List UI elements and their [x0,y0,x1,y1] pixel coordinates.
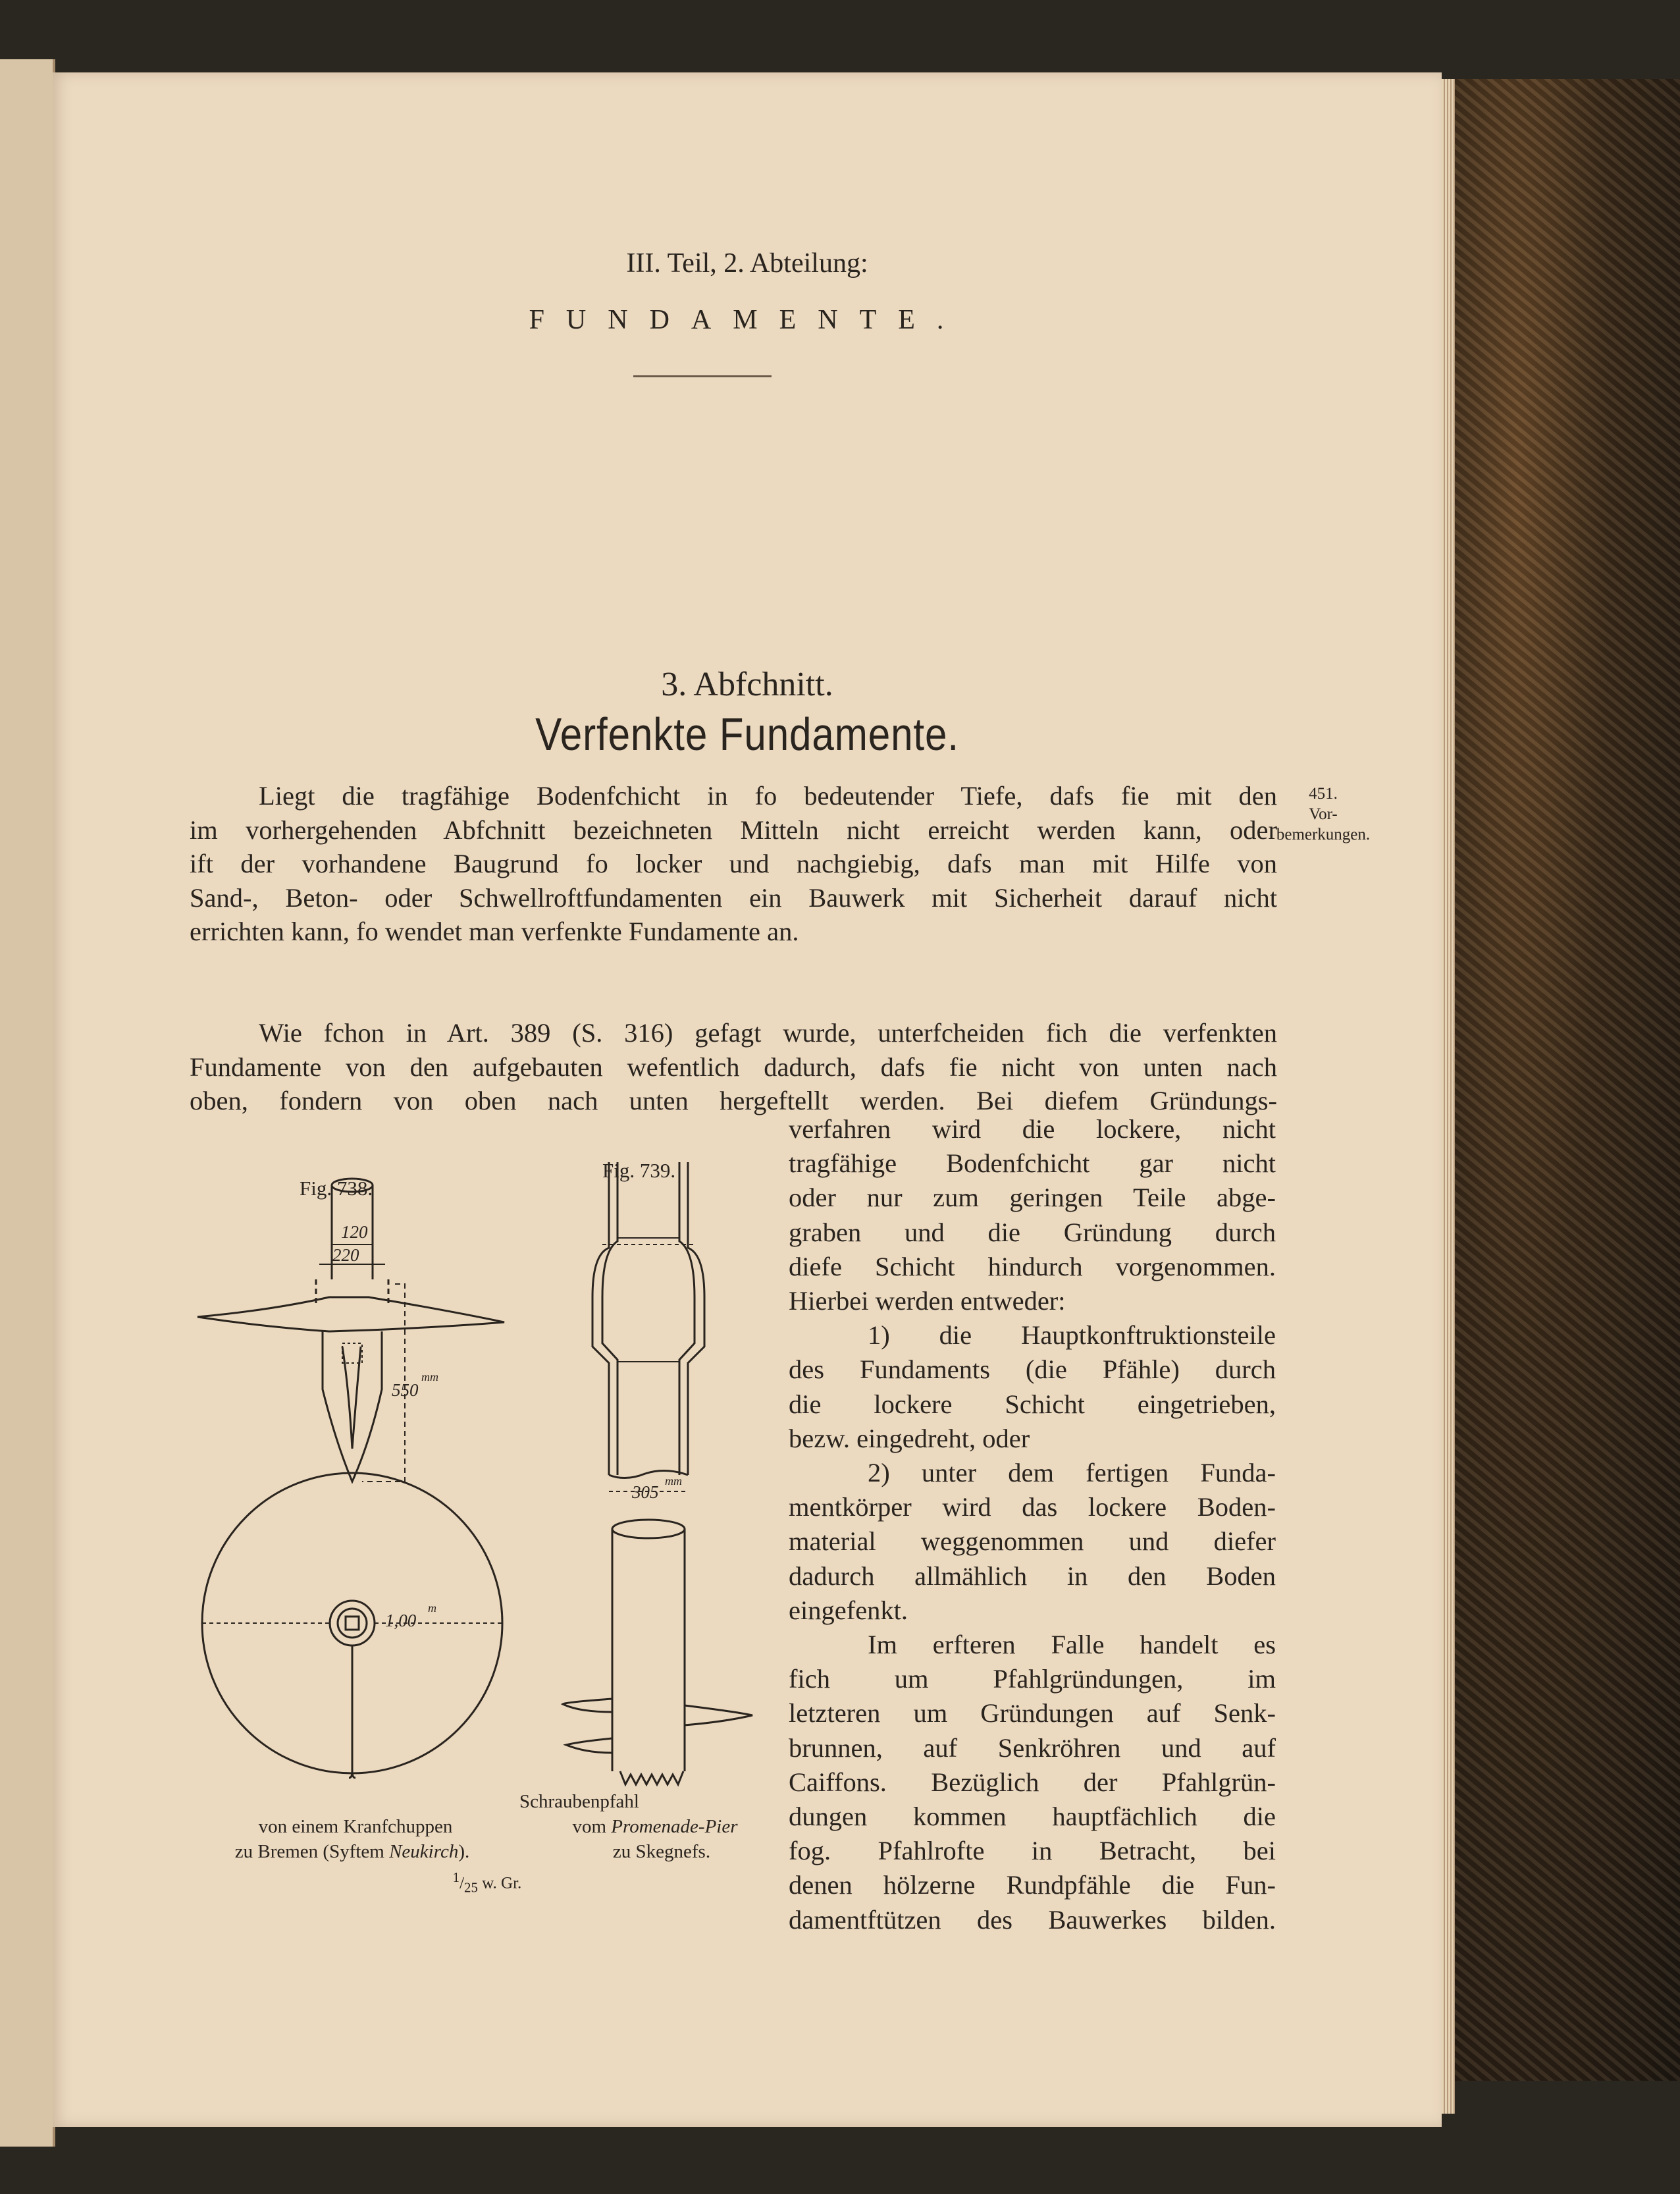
pile-tip-teeth [620,1771,683,1784]
point-detail [342,1347,361,1449]
book-page [53,72,1442,2127]
blade-left-2 [566,1738,612,1753]
section-number: 3. Abfchnitt. [661,666,833,703]
margin-note-label-1: Vor- [1309,805,1338,823]
pile-point [323,1331,382,1482]
text-line: dungen kommen hauptfächlich die [789,1802,1276,1832]
blade-right [685,1705,752,1725]
fig-739-pile-section [592,1162,704,1491]
text-line: graben und die Gründung durch [789,1217,1276,1247]
caption-738-end: ). [458,1841,470,1862]
tube-left-outer [592,1162,609,1475]
text-line: im vorhergehenden Abfchnitt bezeichneten Mitteln nicht erreicht werden kann, oder [190,815,1277,845]
hub-square [346,1617,359,1630]
scale-note: $^1/_{25}$ w. Gr. [452,1869,522,1896]
text-line: oder nur zum geringen Teile abge- [789,1183,1276,1213]
text-line: letzteren um Gründungen auf Senk- [789,1698,1276,1728]
pile-body [612,1529,685,1771]
screw-blade [197,1297,504,1331]
text-line: Fundamente von den aufgebauten wefentlich dadurch, dafs fie nicht von unten nach [190,1052,1277,1082]
hub-outer [330,1601,375,1646]
margin-note-number: 451. [1309,785,1338,803]
dim-305: 305 [632,1482,659,1502]
tube-joint [617,1238,679,1362]
caption-common: Schraubenpfahl [519,1791,639,1812]
caption-739-line2: zu Skegnefs. [612,1841,711,1862]
dim-100-unit: m [428,1601,436,1615]
caption-738-line1: von einem Kranfchuppen [258,1816,453,1837]
left-page-edge [0,59,55,2147]
text-line: die lockere Schicht eingetrieben, [789,1389,1276,1419]
text-line: 1) die Hauptkonftruktionsteile [868,1320,1276,1351]
text-line: tragfähige Bodenfchicht gar nicht [789,1148,1276,1179]
text-line: damentftützen des Bauwerkes bilden. [789,1904,1276,1935]
running-header-part: III. Teil, 2. Abteilung: [626,248,868,279]
text-line: oben, fondern von oben nach unten hergeftellt werden. Bei diefem Gründungs- [190,1086,1277,1115]
fig-738-label: Fig. 738. [300,1177,373,1200]
text-line: material weggenommen und diefer [789,1526,1276,1557]
dim-550: 550 [392,1380,419,1400]
text-line: mentkörper wird das lockere Boden- [789,1492,1276,1522]
text-line: fich um Pfahlgründungen, im [789,1664,1276,1694]
pile-top [332,1179,373,1192]
section-title: Verfenkte Fundamente. [535,709,959,760]
dim-550-unit: mm [421,1370,438,1383]
text-line: des Fundaments (die Pfähle) durch [789,1354,1276,1385]
text-line: brunnen, auf Senkröhren und auf [789,1732,1276,1763]
book-cover-edge [1448,79,1680,2081]
pile-top-ellipse [612,1520,685,1538]
blade-left-1 [563,1699,612,1712]
text-line: denen hölzerne Rundpfähle die Fun- [789,1870,1276,1900]
scale-den: 25 [464,1879,478,1896]
text-line: Sand-, Beton- oder Schwellroftfundamenten ein Bauwerk mit Sicherheit darauf nicht [190,882,1277,913]
dim-120: 120 [341,1222,368,1242]
text-line: Caiffons. Bezüglich der Pfahlgrün- [789,1767,1276,1797]
dim-100: 1,00 [385,1611,417,1630]
text-line: errichten kann, fo wendet man verfenkte Fundamente an. [190,917,799,946]
text-line: 2) unter dem fertigen Funda- [868,1458,1276,1488]
disc-slit [349,1646,355,1778]
text-line: Hierbei werden entweder: [789,1286,1066,1316]
text-line: bezw. eingedreht, oder [789,1423,1030,1453]
text-line: Wie fchon in Art. 389 (S. 316) gefagt wurde, unterfcheiden fich die verfenkten [259,1018,1277,1048]
text-line: diefe Schicht hindurch vorgenommen. [789,1251,1276,1281]
dim-220: 220 [332,1245,359,1265]
tube-right-outer [688,1162,704,1475]
flange-dash [316,1279,388,1304]
fig-738-plan-view [202,1473,502,1778]
scale-rest: w. Gr. [477,1874,522,1892]
text-line: verfahren wird die lockere, nicht [789,1114,1276,1144]
text-line: fog. Pfahlrofte in Betracht, bei [789,1836,1276,1866]
text-line: Im erfteren Falle handelt es [868,1630,1276,1660]
caption-738-text: zu Bremen (Syftem [234,1841,390,1862]
fig-739-label: Fig. 739. [602,1159,676,1182]
fig-739-pile-elevation [563,1520,752,1784]
margin-note-label-2: bemerkungen. [1276,826,1371,843]
caption-738-line2 [207,1839,497,1864]
text-line: ift der vorhandene Baugrund fo locker und nachgiebig, dafs man mit Hilfe von [190,849,1277,878]
text-line: eingefenkt. [789,1595,908,1625]
text-line: Liegt die tragfähige Bodenfchicht in fo bedeutender Tiefe, dafs fie mit den [259,781,1277,811]
dim-305-unit: mm [665,1474,682,1487]
hub-inner [338,1609,367,1638]
running-header-title: FUNDAMENTE. [529,305,966,335]
caption-739-line1 [546,1814,764,1839]
scale-num: 1 [452,1869,460,1885]
caption-738-system: Neukirch [389,1841,459,1862]
text-line: dadurch allmählich in den Boden [789,1561,1276,1591]
caption-739-vom: vom [572,1816,612,1837]
caption-739-pier: Promenade-Pier [611,1816,738,1837]
